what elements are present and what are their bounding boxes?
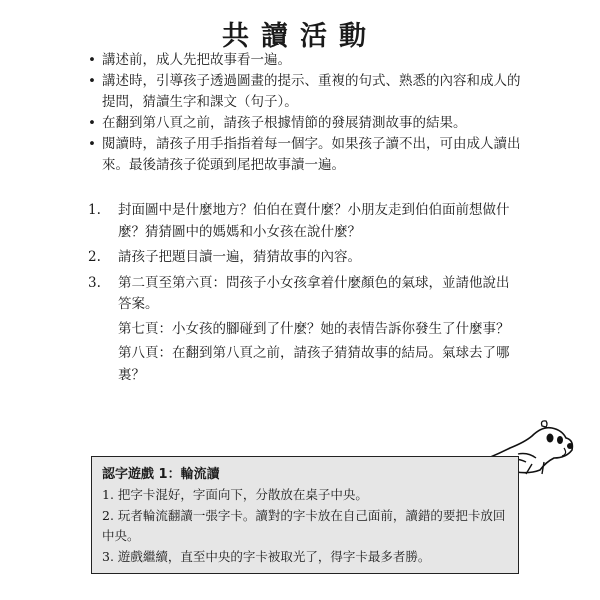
game-step: 1. 把字卡混好，字面向下，分散放在桌子中央。 bbox=[102, 487, 368, 502]
question-subitem: 第八頁：在翻到第八頁之前，請孩子猜猜故事的結局。氣球去了哪裏？ bbox=[118, 345, 510, 383]
question-item bbox=[88, 200, 518, 243]
tip-item: • 講述前，成人先把故事看一遍。 bbox=[88, 50, 528, 71]
game-title: 認字遊戲 1：輪流讀 bbox=[102, 467, 220, 482]
question-item bbox=[88, 273, 518, 387]
page-title: 共讀活動 bbox=[222, 21, 378, 52]
tip-item: • 在翻到第八頁之前，請孩子根據情節的發展猜測故事的結果。 bbox=[88, 113, 528, 134]
game-step: 2. 玩者輪流翻讀一張字卡。讀對的字卡放在自己面前，讀錯的要把卡放回中央。 bbox=[102, 508, 506, 543]
question-number: 2. bbox=[88, 249, 101, 265]
game-steps bbox=[102, 485, 508, 568]
question-number: 1. bbox=[88, 202, 101, 218]
question-text: 封面圖中是什麼地方？伯伯在賣什麼？小朋友走到伯伯面前想做什麼？猜猜圖中的媽媽和小女孩在說什麼？ bbox=[118, 202, 510, 240]
reading-tips-list bbox=[88, 50, 528, 176]
question-text: 第二頁至第六頁：問孩子小女孩拿着什麼顏色的氣球，並請他說出答案。 bbox=[118, 274, 510, 312]
word-game-box bbox=[91, 456, 519, 574]
question-item bbox=[88, 247, 518, 269]
question-number: 3. bbox=[88, 274, 101, 291]
game-step: 3. 遊戲繼續，直至中央的字卡被取光了，得字卡最多者勝。 bbox=[102, 549, 431, 564]
question-text: 請孩子把題目讀一遍，猜猜故事的內容。 bbox=[118, 249, 361, 265]
discussion-questions bbox=[88, 200, 518, 390]
tip-item: • 閱讀時，請孩子用手指指着每一個字。如果孩子讀不出，可由成人讀出來。最後請孩子從頭到尾把故事讀一遍。 bbox=[88, 134, 528, 176]
tip-item: • 講述時，引導孩子透過圖畫的提示、重複的句式、熟悉的內容和成人的提問，猜讀生字和課文（句子）。 bbox=[88, 71, 528, 113]
question-subitem: 第七頁：小女孩的腳碰到了什麼？她的表情告訴你發生了什麼事？ bbox=[118, 320, 510, 337]
